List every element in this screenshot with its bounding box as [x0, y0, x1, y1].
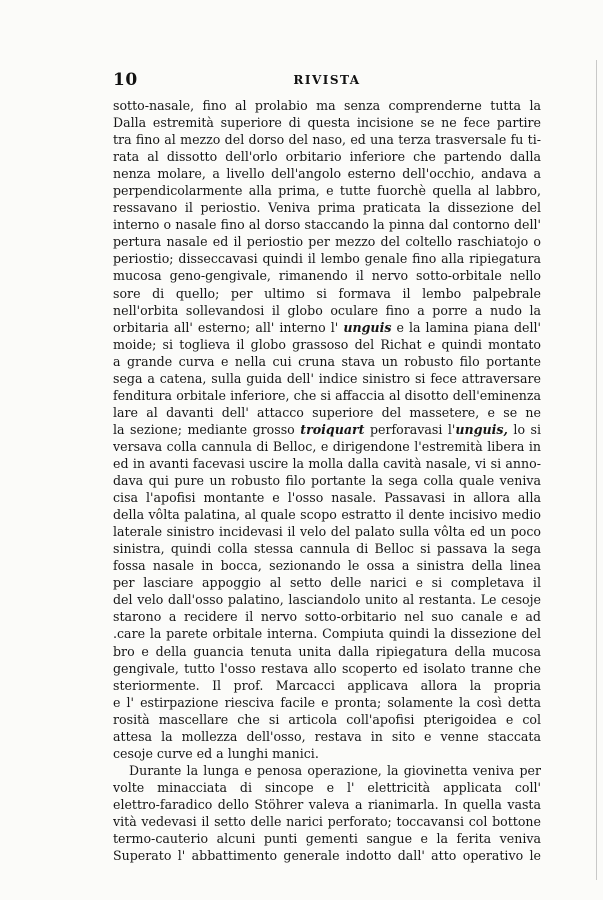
text-line	[113, 336, 541, 353]
text-run: ed in avanti facevasi uscire la molla dalla cavità nasale, vi si anno-	[113, 455, 541, 471]
text-run: sega a catena, sulla guida dell' indice sinistro si fece attraversare	[113, 370, 541, 386]
text-line	[113, 404, 541, 421]
text-run: rosità mascellare che si articola coll'apofisi pterigoidea e col	[113, 711, 541, 727]
text-line	[113, 489, 541, 506]
text-run: laterale sinistro incidevasi il velo del palato sulla vôlta ed un poco	[113, 524, 541, 540]
text-run: perforavasi l'	[364, 421, 456, 437]
text-run: Durante la lunga e penosa operazione, la giovinetta veniva per	[129, 762, 541, 778]
text-line	[113, 319, 541, 336]
text-run: Dalla estremità superiore di questa incisione se ne fece partire	[113, 115, 541, 131]
text-line	[113, 233, 541, 250]
text-line	[113, 285, 541, 302]
text-run: steriormente. Il prof. Marcacci applicava allora la propria	[113, 677, 541, 693]
text-line	[113, 370, 541, 387]
text-run: fenditura orbitale inferiore, che si affaccia al disotto dell'eminenza	[113, 387, 541, 403]
text-line	[113, 694, 541, 711]
text-line	[113, 302, 541, 319]
text-line	[113, 830, 541, 847]
text-run: elettro-faradico dello Stöhrer valeva a rianimarla. In quella vasta	[113, 796, 541, 812]
text-run: fossa nasale in bocca, sezionando le ossa a sinistra della linea	[113, 558, 541, 574]
text-line	[113, 728, 541, 745]
text-run: per lasciare appoggio al setto delle narici e si completava il	[113, 575, 541, 591]
body-text	[113, 97, 541, 864]
text-run: lo si	[513, 421, 541, 437]
text-run: nell'orbita sollevandosi il globo oculare fino a porre a nudo la	[113, 302, 541, 318]
text-run: ressavano il periostio. Veniva prima praticata la dissezione del	[113, 200, 541, 216]
text-line	[113, 745, 541, 762]
text-run: Superato l' abbattimento generale indotto dall' atto operativo le	[113, 848, 541, 864]
text-run: tra fino al mezzo del dorso del naso, ed una terza trasversale fu ti-	[113, 132, 541, 148]
text-run: versava colla cannula di Belloc, e dirigendone l'estremità libera in	[113, 438, 541, 454]
text-run: della vôlta palatina, al quale scopo estratto il dente incisivo medio	[113, 507, 541, 523]
text-line	[113, 625, 541, 642]
text-run: interno o nasale fino al dorso staccando la pinna dal contorno dell'	[113, 217, 541, 233]
running-title: RIVISTA	[293, 73, 361, 87]
text-run: del velo dall'osso palatino, lasciandolo unito al restanta. Le cesoje	[113, 592, 541, 608]
text-run: sotto-nasale, fino al prolabio ma senza comprenderne tutta la	[113, 98, 541, 113]
text-line	[113, 540, 541, 557]
text-run: a grande curva e nella cui cruna stava un robusto filo portante	[113, 353, 541, 369]
text-run: dava qui pure un robusto filo portante la sega colla quale veniva	[113, 473, 541, 489]
text-run: orbitaria all' esterno; all' interno l'	[113, 319, 344, 335]
text-line	[113, 847, 541, 864]
italic-term: unguis,	[455, 421, 508, 437]
text-line	[113, 182, 541, 199]
text-line	[113, 608, 541, 625]
text-line	[113, 165, 541, 182]
text-run: lare al davanti dell' attacco superiore del massetere, e se ne	[113, 404, 541, 420]
text-run: moide; si toglieva il globo grassoso del Richat e quindi montato	[113, 336, 541, 352]
text-line	[113, 762, 541, 779]
text-line	[113, 523, 541, 540]
text-run: termo-cauterio alcuni punti gementi sangue e la ferita veniva	[113, 831, 541, 847]
text-run: sinistra, quindi colla stessa cannula di Belloc si passava la sega	[113, 541, 541, 557]
text-run: nenza molare, a livello dell'angolo esterno dell'occhio, andava a	[113, 166, 541, 182]
text-run: e l' estirpazione riesciva facile e pronta; solamente la così detta	[113, 694, 541, 710]
text-line	[113, 472, 541, 489]
text-run: bro e della guancia tenuta unita dalla ripiegatura della mucosa	[113, 643, 541, 659]
text-line	[113, 660, 541, 677]
text-line	[113, 250, 541, 267]
text-line	[113, 353, 541, 370]
text-line	[113, 421, 541, 438]
text-run: e la lamina piana dell'	[396, 319, 541, 335]
text-line	[113, 591, 541, 608]
text-run: cesoje curve ed a lunghi manici.	[113, 745, 319, 761]
text-line	[113, 779, 541, 796]
text-line	[113, 677, 541, 694]
text-line	[113, 643, 541, 660]
page-header	[113, 70, 541, 92]
text-run: volte minacciata di sincope e l' elettricità applicata coll'	[113, 779, 541, 795]
text-line	[113, 131, 541, 148]
text-run: pertura nasale ed il periostio per mezzo del coltello raschiatojo o	[113, 234, 541, 250]
text-line	[113, 455, 541, 472]
text-run: cisa l'apofisi montante e l'osso nasale. Passavasi in allora alla	[113, 490, 541, 506]
page-edge-line	[596, 60, 597, 880]
italic-term: troiquart	[300, 421, 365, 437]
text-line	[113, 199, 541, 216]
text-line	[113, 216, 541, 233]
text-run: starono a recidere il nervo sotto-orbitario nel suo canale e ad	[113, 609, 541, 625]
text-run: gengivale, tutto l'osso restava allo scoperto ed isolato tranne che	[113, 660, 541, 676]
text-run: perpendicolarmente alla prima, e tutte fuorchè quella al labbro,	[113, 183, 541, 199]
page-number: 10	[113, 70, 138, 90]
text-run: la sezione; mediante grosso	[113, 421, 301, 437]
text-run: .care la parete orbitale interna. Compiuta quindi la dissezione del	[113, 626, 541, 642]
text-line	[113, 506, 541, 523]
text-line	[113, 267, 541, 284]
text-run: mucosa geno-gengivale, rimanendo il nervo sotto-orbitale nello	[113, 268, 541, 284]
text-run: attesa la mollezza dell'osso, restava in sito e venne staccata	[113, 728, 541, 744]
text-line	[113, 387, 541, 404]
italic-term: unguis	[343, 319, 392, 335]
text-line	[113, 557, 541, 574]
text-run: rata al dissotto dell'orlo orbitario inferiore che partendo dalla	[113, 149, 541, 165]
text-line	[113, 796, 541, 813]
text-run: vità vedevasi il setto delle narici perforato; toccavansi col bottone	[113, 813, 541, 829]
text-line	[113, 97, 541, 114]
text-line	[113, 148, 541, 165]
text-run: periostio; disseccavasi quindi il lembo genale fino alla ripiegatura	[113, 251, 541, 267]
text-run: sore di quello; per ultimo si formava il lembo palpebrale	[113, 285, 541, 301]
text-line	[113, 438, 541, 455]
text-line	[113, 711, 541, 728]
text-line	[113, 813, 541, 830]
text-line	[113, 114, 541, 131]
text-line	[113, 574, 541, 591]
